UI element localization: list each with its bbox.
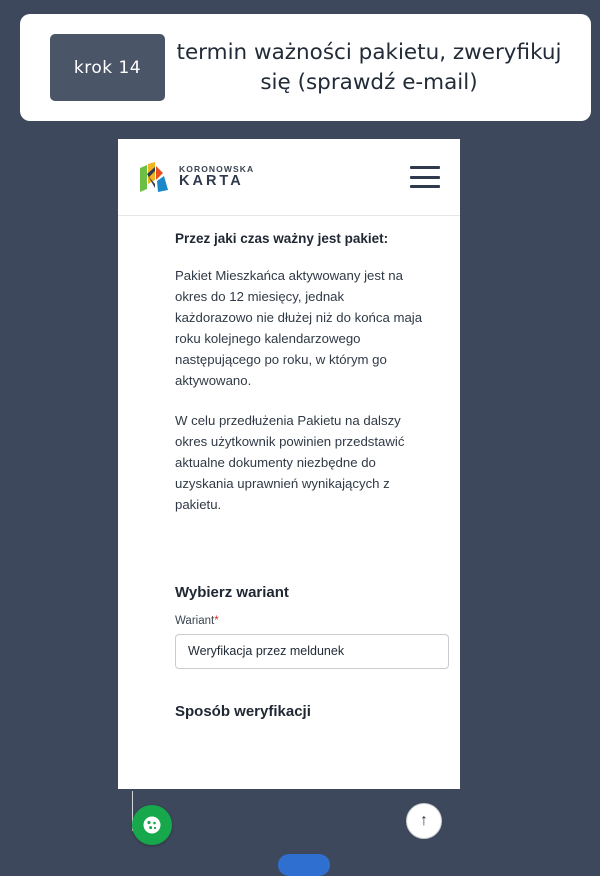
variant-section-heading: Wybierz wariant	[175, 583, 289, 601]
step-badge	[50, 34, 165, 101]
bottom-accent-pill	[278, 854, 330, 876]
variant-field-label	[175, 615, 425, 627]
instruction-title: termin ważności pakietu, zweryfikuj się (sprawdź e-mail)	[176, 39, 562, 95]
cookie-icon	[142, 815, 162, 835]
hamburger-menu-icon[interactable]	[410, 166, 440, 188]
validity-paragraph-2: W celu przedłużenia Pakietu na dalszy okres użytkownik powinien przedstawić aktualne dokumenty niezbędne do uzyskania uprawnień wynikających z pakietu.	[175, 413, 405, 512]
arrow-up-icon: ↑	[420, 812, 428, 829]
logo-line-2: KARTA	[179, 172, 244, 189]
site-logo[interactable]	[138, 160, 254, 194]
site-header	[118, 139, 460, 216]
hamburger-bar-3	[410, 185, 440, 188]
page-viewport	[118, 139, 460, 829]
variant-select[interactable]	[175, 634, 449, 669]
page-content	[118, 216, 460, 829]
variant-select-value: Weryfikacja przez meldunek	[188, 644, 345, 659]
koronowska-karta-logo-icon	[138, 160, 171, 194]
variant-required-mark: *	[214, 614, 219, 627]
instruction-banner	[20, 14, 591, 121]
hamburger-bar-1	[410, 166, 440, 169]
hamburger-bar-2	[410, 176, 440, 179]
variant-spacer	[175, 669, 425, 703]
variant-label-text: Wariant	[175, 614, 215, 627]
step-badge-label: krok 14	[73, 57, 142, 78]
verification-section-heading: Sposób weryfikacji	[175, 702, 311, 720]
logo-line-1: KORONOWSKA	[179, 163, 255, 174]
cookie-settings-button[interactable]	[132, 805, 172, 845]
scroll-to-top-button[interactable]	[406, 803, 442, 839]
logo-wordmark	[179, 165, 254, 189]
content-inner	[175, 230, 425, 720]
content-spacer	[175, 536, 425, 584]
validity-question-heading: Przez jaki czas ważny jest pakiet:	[175, 231, 389, 246]
validity-paragraph-1: Pakiet Mieszkańca aktywowany jest na okres do 12 miesięcy, jednak każdorazowo nie dłużej niż do końca maja roku kolejnego kalendarzowego następującego po roku, w którym go aktywowano.	[175, 268, 423, 388]
